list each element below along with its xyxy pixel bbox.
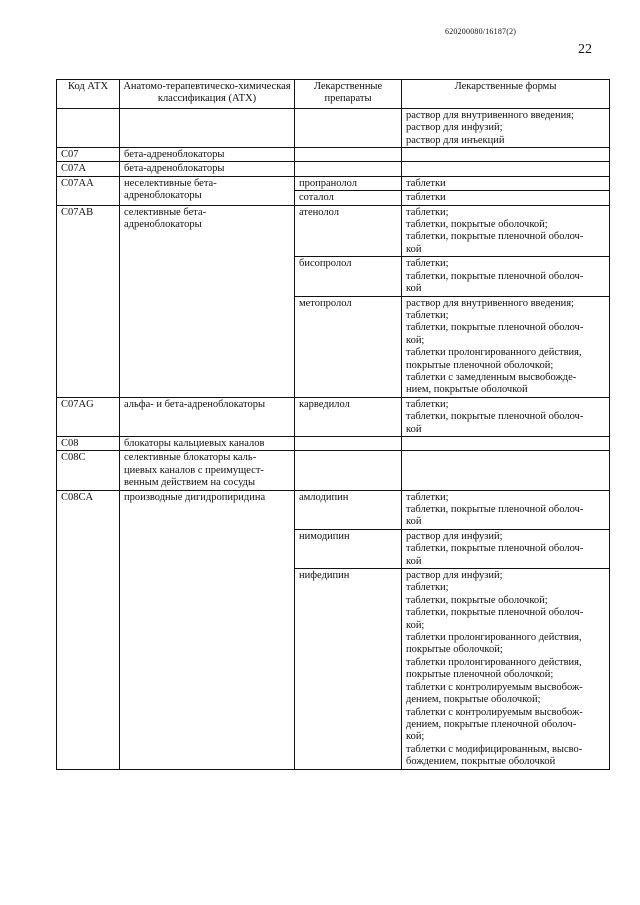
cell-drug [295, 436, 402, 450]
cell-line: таблетки с замедленным высвобожде- [406, 371, 577, 383]
cell-line: нием, покрытые оболочкой [406, 384, 528, 396]
cell-dosage-forms [402, 148, 610, 162]
cell-line: таблетки, покрытые пленочной оболоч- [406, 607, 584, 619]
cell-line: соталол [299, 192, 334, 204]
cell-line: дением, покрытые оболочкой; [406, 694, 541, 706]
cell-line: C08C [61, 452, 86, 464]
cell-line: кой [406, 555, 422, 567]
cell-dosage-forms [402, 191, 610, 205]
cell-line: блокаторы кальциевых каналов [124, 437, 265, 449]
cell-line: таблетки, покрытые пленочной оболоч- [406, 231, 584, 243]
cell-atc-code [57, 176, 120, 205]
table-row [57, 490, 610, 529]
cell-line: кой [406, 243, 422, 255]
cell-line: таблетки с контролируемым высвобож- [406, 681, 583, 693]
cell-line: C07AB [61, 206, 94, 218]
cell-line: раствор для инфузий; [406, 570, 503, 582]
column-header-forms: Лекарственные формы [402, 80, 610, 109]
cell-classification [120, 436, 295, 450]
cell-classification [120, 451, 295, 490]
cell-drug [295, 176, 402, 190]
cell-line: таблетки с модифицированным, высво- [406, 743, 583, 755]
cell-line: бисопролол [299, 258, 352, 270]
cell-line: бождением, покрытые оболочкой [406, 756, 556, 768]
cell-atc-code [57, 397, 120, 436]
cell-drug [295, 257, 402, 296]
cell-line: таблетки, покрытые оболочкой; [406, 594, 548, 606]
column-header-code: Код АТХ [57, 80, 120, 109]
cell-line: таблетки; [406, 309, 449, 321]
cell-line: неселективные бета- [124, 177, 217, 189]
cell-line: кой [406, 423, 422, 435]
table-body [57, 108, 610, 769]
column-header-drugs: Лекарственные препараты [295, 80, 402, 109]
cell-drug [295, 205, 402, 257]
cell-dosage-forms [402, 176, 610, 190]
table-row [57, 108, 610, 147]
cell-line: таблетки пролонгированного действия, [406, 632, 582, 644]
cell-line: таблетки; [406, 582, 449, 594]
cell-line: таблетки, покрытые пленочной оболоч- [406, 322, 584, 334]
cell-line: таблетки [406, 177, 446, 189]
cell-dosage-forms [402, 257, 610, 296]
cell-drug [295, 108, 402, 147]
column-header-classification: Анатомо-терапевтическо-химическая классификация (АТХ) [120, 80, 295, 109]
cell-line: таблетки; [406, 491, 449, 503]
cell-line: таблетки, покрытые пленочной оболоч- [406, 504, 584, 515]
cell-line: амлодипин [299, 491, 349, 503]
cell-line: таблетки с контролируемым высвобож- [406, 706, 583, 718]
cell-line: кой; [406, 334, 425, 346]
cell-classification [120, 148, 295, 162]
cell-classification [120, 176, 295, 205]
cell-dosage-forms [402, 397, 610, 436]
table-row [57, 436, 610, 450]
cell-line: кой; [406, 731, 425, 743]
atc-table [56, 79, 610, 770]
cell-line: селективные бета- [124, 206, 207, 218]
cell-line: раствор для внутривенного введения; [406, 297, 574, 309]
cell-line: таблетки, покрытые пленочной оболоч- [406, 270, 584, 282]
cell-line: адреноблокаторы [124, 190, 202, 202]
cell-line: кой [406, 516, 422, 528]
table-row [57, 176, 610, 190]
cell-line: метопролол [299, 297, 352, 309]
cell-line: нимодипин [299, 530, 350, 542]
cell-atc-code [57, 148, 120, 162]
cell-line: таблетки [406, 192, 446, 204]
cell-line: таблетки; [406, 206, 449, 218]
cell-classification [120, 490, 295, 769]
document-id: 620200080/16187(2) [445, 27, 517, 36]
cell-line: покрытые оболочкой; [406, 644, 503, 656]
cell-line: производные дигидропиридина [124, 491, 266, 503]
cell-dosage-forms [402, 108, 610, 147]
page-number: 22 [578, 42, 592, 57]
cell-atc-code [57, 490, 120, 769]
cell-line: таблетки; [406, 398, 449, 410]
cell-line: карведилол [299, 398, 350, 410]
cell-drug [295, 529, 402, 568]
cell-line: альфа- и бета-адреноблокаторы [124, 398, 266, 410]
cell-line: таблетки, покрытые оболочкой; [406, 219, 548, 231]
cell-classification [120, 162, 295, 176]
cell-dosage-forms [402, 569, 610, 770]
table-row [57, 148, 610, 162]
cell-atc-code [57, 205, 120, 397]
cell-line: покрытые пленочной оболочкой; [406, 359, 554, 371]
cell-dosage-forms [402, 451, 610, 490]
cell-atc-code [57, 108, 120, 147]
cell-line: циевых каналов с преимущест- [124, 464, 264, 476]
table-row [57, 162, 610, 176]
cell-line: кой [406, 283, 422, 295]
cell-classification [120, 108, 295, 147]
table-header-row [57, 80, 610, 109]
cell-line: селективные блокаторы каль- [124, 452, 257, 464]
cell-line: адреноблокаторы [124, 219, 202, 231]
cell-line: раствор для инфузий; [406, 122, 503, 134]
cell-drug [295, 569, 402, 770]
cell-atc-code [57, 451, 120, 490]
cell-line: раствор для инфузий; [406, 530, 503, 542]
cell-line: нифедипин [299, 570, 350, 582]
cell-line: пропранолол [299, 177, 357, 189]
cell-drug [295, 162, 402, 176]
cell-dosage-forms [402, 205, 610, 257]
cell-line: C08 [61, 437, 79, 449]
cell-line: C07AG [61, 398, 94, 410]
table-row [57, 397, 610, 436]
cell-line: таблетки, покрытые пленочной оболоч- [406, 411, 584, 423]
cell-line: венным действием на сосуды [124, 477, 256, 489]
cell-line: таблетки; [406, 258, 449, 270]
cell-atc-code [57, 162, 120, 176]
cell-classification [120, 397, 295, 436]
cell-line: кой; [406, 619, 425, 631]
cell-line: раствор для внутривенного введения; [406, 109, 574, 121]
cell-line: бета-адреноблокаторы [124, 163, 225, 175]
cell-line: таблетки, покрытые пленочной оболоч- [406, 543, 584, 555]
cell-line: покрытые пленочной оболочкой; [406, 669, 554, 681]
cell-line: раствор для инъекций [406, 134, 505, 146]
table-row [57, 451, 610, 490]
cell-atc-code [57, 436, 120, 450]
cell-line: C07AA [61, 177, 94, 189]
cell-drug [295, 397, 402, 436]
cell-dosage-forms [402, 529, 610, 568]
cell-dosage-forms [402, 296, 610, 397]
cell-line: бета-адреноблокаторы [124, 149, 225, 161]
cell-line: таблетки пролонгированного действия, [406, 656, 582, 668]
cell-classification [120, 205, 295, 397]
table-row [57, 205, 610, 257]
cell-drug [295, 148, 402, 162]
cell-line: атенолол [299, 206, 339, 218]
cell-dosage-forms [402, 436, 610, 450]
cell-drug [295, 451, 402, 490]
cell-line: дением, покрытые пленочной оболоч- [406, 718, 577, 730]
cell-drug [295, 191, 402, 205]
cell-line: C07 [61, 149, 79, 161]
cell-drug [295, 296, 402, 397]
cell-line: таблетки пролонгированного действия, [406, 347, 582, 359]
cell-dosage-forms [402, 162, 610, 176]
cell-dosage-forms [402, 490, 610, 529]
cell-line: C08CA [61, 491, 94, 503]
cell-line: C07A [61, 163, 87, 175]
cell-drug [295, 490, 402, 529]
